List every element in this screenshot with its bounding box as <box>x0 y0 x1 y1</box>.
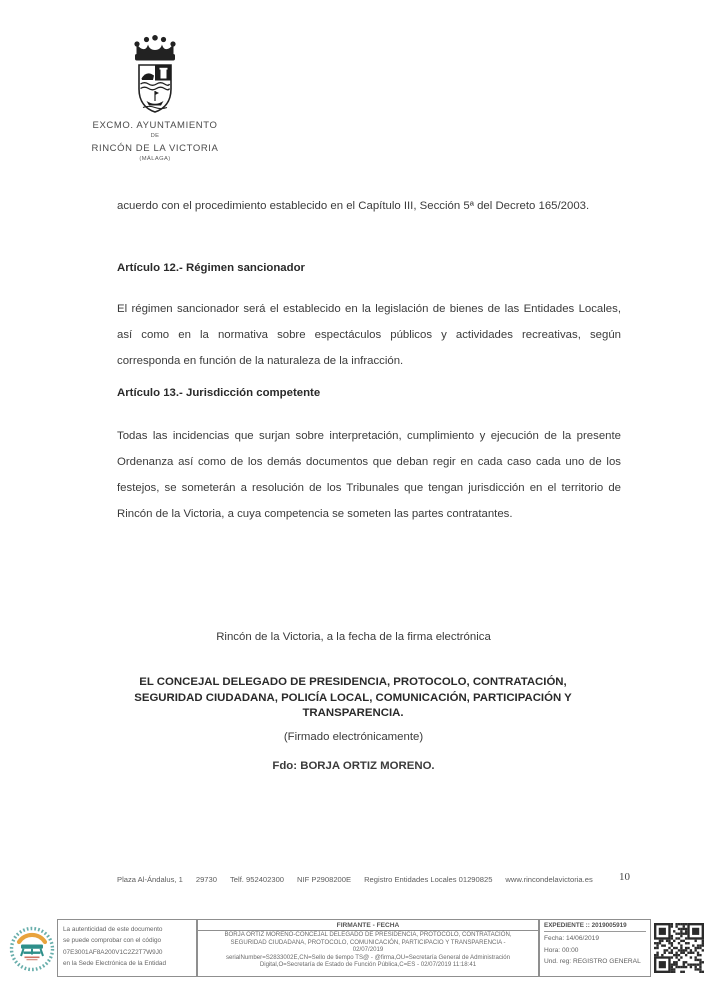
expediente-time: Hora: 00:00 <box>544 946 579 954</box>
signature-place-line: Rincón de la Victoria, a la fecha de la firma electrónica <box>216 631 491 643</box>
footer-address: Plaza Al-Ándalus, 1 <box>117 875 183 884</box>
signer-box-line: serialNumber=S2833002E,CN=Sello de tiempo TS@ - @firma,OU=Secretaría General de Administración <box>225 953 511 961</box>
org-name-line3: RINCÓN DE LA VICTORIA <box>91 143 219 154</box>
org-name-line2: DE <box>150 133 160 139</box>
article-12-paragraph: El régimen sancionador será el establecido en la legislación de bienes de las Entidades Locales, así como en la normativa sobre espectáculos públicos y actividades recreativas, según corresponda en función de la naturaleza de la infracción. <box>117 303 621 367</box>
verify-line: se puede comprobar con el código <box>63 937 162 945</box>
page-number: 10 <box>619 871 630 883</box>
footer-nif: NIF P2908200E <box>297 875 352 884</box>
signer-box-header: FIRMANTE - FECHA <box>198 920 538 931</box>
signed-electronically-note: (Firmado electrónicamente) <box>283 731 424 743</box>
coat-of-arms-icon <box>120 33 190 118</box>
signer-date-box <box>197 919 539 977</box>
signer-box-line: SEGURIDAD CIUDADANA, PROTOCOLO, COMUNICACIÓN, PARTICIPACIO Y TRANSPARENCIA - <box>230 938 506 946</box>
signer-box-line: 02/07/2019 <box>352 946 384 954</box>
org-name-line1: EXCMO. AYUNTAMIENTO <box>92 120 218 131</box>
verification-code: 07E3001AF8A200V1C2Z2T7W9J0 <box>63 948 163 956</box>
footer-website: www.rincondelavictoria.es <box>505 875 593 884</box>
footer-postal-code: 29730 <box>195 875 217 884</box>
expediente-date: Fecha: 14/06/2019 <box>544 935 599 942</box>
signer-title-line: TRANSPARENCIA. <box>302 707 404 719</box>
signer-box-line: Digital,O=Secretaría de Estado de Función Pública,C=ES - 02/07/2019 11:18:41 <box>259 961 477 969</box>
signer-box-line: BORJA ORTIZ MORENO-CONCEJAL DELEGADO DE PRESIDENCIA, PROTOCOLO, CONTRATACIÓN, <box>224 931 512 938</box>
electronic-seal-stamp-icon <box>8 921 56 977</box>
qr-code-icon <box>654 923 704 973</box>
footer-registry: Registro Entidades Locales 01290825 <box>364 875 493 884</box>
footer-contact-line <box>117 875 617 884</box>
org-name-line4: (MÁLAGA) <box>139 156 171 162</box>
article-12-heading: Artículo 12.- Régimen sancionador <box>117 262 305 274</box>
document-header <box>83 33 227 164</box>
paragraph-continuation: acuerdo con el procedimiento establecido en el Capítulo III, Sección 5ª del Decreto 165/2003. <box>117 200 590 212</box>
signer-title-block <box>103 675 603 722</box>
signer-title-line: EL CONCEJAL DELEGADO DE PRESIDENCIA, PROTOCOLO, CONTRATACIÓN, <box>139 676 567 688</box>
verify-line: La autenticidad de este documento <box>63 926 163 933</box>
article-13-paragraph: Todas las incidencias que surjan sobre interpretación, cumplimiento y ejecución de la presente Ordenanza así como de los demás documentos que deban regir en cada caso cada uno de los festejos, se someterán a resolución de los Tribunales que tengan jurisdicción en el territorio de Rincón de la Victoria, a cuya competencia se someten las partes contratantes. <box>117 430 621 520</box>
expediente-box <box>539 919 651 977</box>
authenticity-verification-box <box>57 919 197 977</box>
footer-phone: Telf. 952402300 <box>229 875 285 884</box>
signer-name-line: Fdo: BORJA ORTIZ MORENO. <box>272 760 435 772</box>
expediente-registry-unit: Und. reg: REGISTRO GENERAL <box>544 958 641 966</box>
expediente-number: EXPEDIENTE :: 2019005919 <box>544 922 646 932</box>
signer-title-line: SEGURIDAD CIUDADANA, POLICÍA LOCAL, COMUNICACIÓN, PARTICIPACIÓN Y <box>134 691 572 704</box>
verify-line: en la Sede Electrónica de la Entidad <box>63 960 167 968</box>
article-13-heading: Artículo 13.- Jurisdicción competente <box>117 387 321 399</box>
